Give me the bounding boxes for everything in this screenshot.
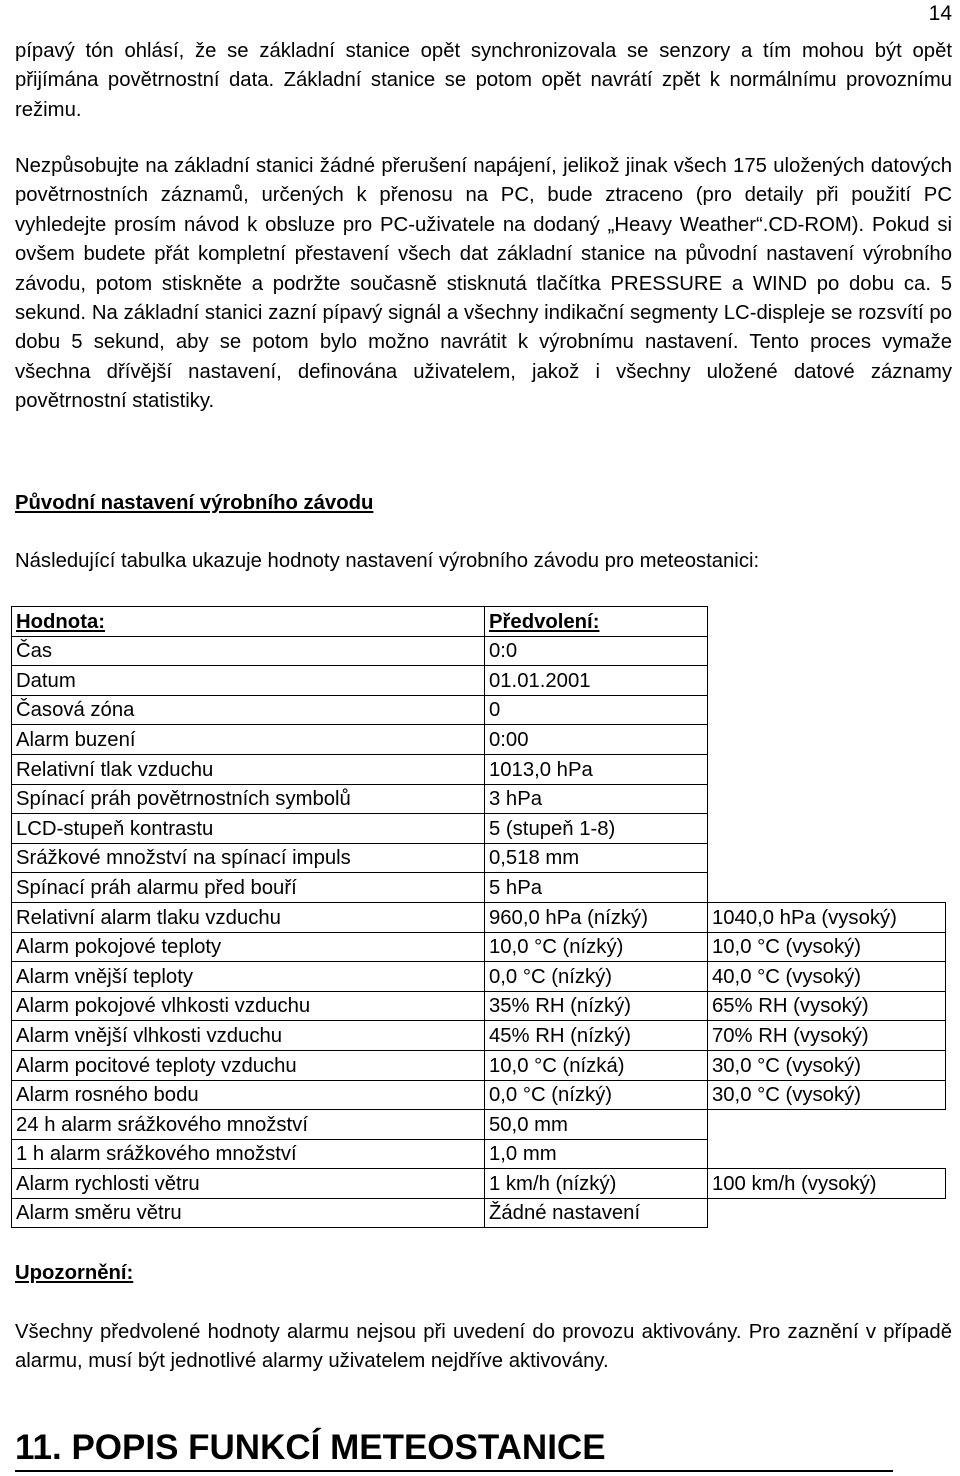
table-row bbox=[12, 991, 946, 1021]
setting-value: 0,0 °C (nízký) bbox=[485, 962, 708, 992]
table-body bbox=[12, 636, 946, 1228]
setting-value-high bbox=[708, 1139, 946, 1169]
setting-label: Čas bbox=[12, 636, 485, 666]
setting-label: Alarm rychlosti větru bbox=[12, 1169, 485, 1199]
setting-value-high: 100 km/h (vysoký) bbox=[708, 1169, 946, 1199]
factory-settings-heading: Původní nastavení výrobního závodu bbox=[15, 492, 374, 514]
table-row bbox=[12, 962, 946, 992]
setting-label: Alarm pocitové teploty vzduchu bbox=[12, 1050, 485, 1080]
section-title-rule bbox=[15, 1470, 893, 1472]
setting-value: 1013,0 hPa bbox=[485, 754, 708, 784]
setting-value-high bbox=[708, 814, 946, 844]
table-row bbox=[12, 1198, 946, 1228]
setting-value-high bbox=[708, 725, 946, 755]
table-row bbox=[12, 1139, 946, 1169]
table-row bbox=[12, 754, 946, 784]
intro-paragraph: pípavý tón ohlásí, že se základní stanice opět synchronizovala se senzory a tím mohou být opět přijímána povětrnostní data. Základní stanice se potom opět navrátí zpět k normálnímu provoznímu režimu. bbox=[15, 40, 952, 121]
setting-label: Alarm vnější vlhkosti vzduchu bbox=[12, 1021, 485, 1051]
setting-label: 24 h alarm srážkového množství bbox=[12, 1110, 485, 1140]
setting-label: LCD-stupeň kontrastu bbox=[12, 814, 485, 844]
setting-label: Alarm pokojové teploty bbox=[12, 932, 485, 962]
table-row bbox=[12, 666, 946, 696]
header-value: Hodnota: bbox=[12, 607, 485, 637]
setting-value-high bbox=[708, 695, 946, 725]
setting-label: Spínací práh alarmu před bouří bbox=[12, 873, 485, 903]
setting-label: Alarm vnější teploty bbox=[12, 962, 485, 992]
table-row bbox=[12, 932, 946, 962]
setting-value-high: 70% RH (vysoký) bbox=[708, 1021, 946, 1051]
warning-paragraph: Všechny předvolené hodnoty alarmu nejsou při uvedení do provozu aktivovány. Pro zaznění v případě alarmu, musí být jednotlivé alarmy uživatelem nejdříve aktivovány. bbox=[15, 1321, 952, 1373]
table-row bbox=[12, 695, 946, 725]
table-row bbox=[12, 902, 946, 932]
setting-value: 10,0 °C (nízký) bbox=[485, 932, 708, 962]
setting-value-high: 10,0 °C (vysoký) bbox=[708, 932, 946, 962]
setting-value: 01.01.2001 bbox=[485, 666, 708, 696]
table-row bbox=[12, 1110, 946, 1140]
table-header-row bbox=[12, 607, 946, 637]
setting-value: 3 hPa bbox=[485, 784, 708, 814]
setting-label: Alarm rosného bodu bbox=[12, 1080, 485, 1110]
setting-value-high bbox=[708, 873, 946, 903]
setting-value-high: 30,0 °C (vysoký) bbox=[708, 1080, 946, 1110]
setting-label: 1 h alarm srážkového množství bbox=[12, 1139, 485, 1169]
table-row bbox=[12, 725, 946, 755]
setting-value: 5 (stupeň 1-8) bbox=[485, 814, 708, 844]
setting-value-high: 30,0 °C (vysoký) bbox=[708, 1050, 946, 1080]
setting-label: Relativní alarm tlaku vzduchu bbox=[12, 902, 485, 932]
setting-value: 5 hPa bbox=[485, 873, 708, 903]
setting-value-high bbox=[708, 1198, 946, 1228]
setting-value: 0:0 bbox=[485, 636, 708, 666]
table-row bbox=[12, 1050, 946, 1080]
setting-value: 50,0 mm bbox=[485, 1110, 708, 1140]
table-row bbox=[12, 1021, 946, 1051]
header-empty bbox=[708, 607, 946, 637]
reset-paragraph: Nezpůsobujte na základní stanici žádné přerušení napájení, jelikož jinak všech 175 uložených datových povětrnostních záznamů, určených k přenosu na PC, bude ztraceno (pro detaily při použití PC vyhledejte prosím návod k obsluze pro PC-uživatele na dodaný „Heavy Weather“.CD-ROM). Pokud si ovšem budete přát kompletní přestavení všech dat základní stanice na původní nastavení výrobního závodu, potom stiskněte a podržte současně stisknutá tlačítka PRESSURE a WIND po dobu ca. 5 sekund. Na základní stanici zazní pípavý signál a všechny indikační segmenty LC-displeje se rozsvítí po dobu 5 sekund, aby se potom bylo možno navrátit k výrobnímu nastavení. Tento proces vymaže všechna dřívější nastavení, definována uživatelem, jakož i všechny uložené datové záznamy povětrnostní statistiky. bbox=[15, 155, 952, 413]
setting-label: Spínací práh povětrnostních symbolů bbox=[12, 784, 485, 814]
table-row bbox=[12, 1080, 946, 1110]
table-row bbox=[12, 1169, 946, 1199]
table-row bbox=[12, 784, 946, 814]
table-row bbox=[12, 814, 946, 844]
setting-value: 0,518 mm bbox=[485, 843, 708, 873]
setting-label: Alarm pokojové vlhkosti vzduchu bbox=[12, 991, 485, 1021]
setting-label: Srážkové množství na spínací impuls bbox=[12, 843, 485, 873]
warning-heading: Upozornění: bbox=[15, 1262, 134, 1284]
setting-value-high: 40,0 °C (vysoký) bbox=[708, 962, 946, 992]
setting-value-high: 65% RH (vysoký) bbox=[708, 991, 946, 1021]
setting-value: 0,0 °C (nízký) bbox=[485, 1080, 708, 1110]
page-number: 14 bbox=[928, 2, 952, 25]
setting-label: Časová zóna bbox=[12, 695, 485, 725]
factory-settings-table bbox=[11, 606, 946, 1228]
setting-value: 960,0 hPa (nízký) bbox=[485, 902, 708, 932]
setting-value-high bbox=[708, 636, 946, 666]
setting-value-high: 1040,0 hPa (vysoký) bbox=[708, 902, 946, 932]
setting-value: Žádné nastavení bbox=[485, 1198, 708, 1228]
table-row bbox=[12, 636, 946, 666]
setting-value-high bbox=[708, 1110, 946, 1140]
setting-label: Alarm buzení bbox=[12, 725, 485, 755]
setting-value-high bbox=[708, 666, 946, 696]
table-row bbox=[12, 843, 946, 873]
setting-value: 0 bbox=[485, 695, 708, 725]
setting-label: Alarm směru větru bbox=[12, 1198, 485, 1228]
setting-value-high bbox=[708, 843, 946, 873]
setting-label: Relativní tlak vzduchu bbox=[12, 754, 485, 784]
setting-label: Datum bbox=[12, 666, 485, 696]
header-default: Předvolení: bbox=[485, 607, 708, 637]
setting-value: 1,0 mm bbox=[485, 1139, 708, 1169]
section-title: 11. POPIS FUNKCÍ METEOSTANICE bbox=[15, 1428, 606, 1467]
setting-value: 10,0 °C (nízká) bbox=[485, 1050, 708, 1080]
table-intro: Následující tabulka ukazuje hodnoty nastavení výrobního závodu pro meteostanici: bbox=[15, 550, 760, 572]
setting-value-high bbox=[708, 754, 946, 784]
setting-value-high bbox=[708, 784, 946, 814]
setting-value: 35% RH (nízký) bbox=[485, 991, 708, 1021]
table-row bbox=[12, 873, 946, 903]
setting-value: 0:00 bbox=[485, 725, 708, 755]
setting-value: 45% RH (nízký) bbox=[485, 1021, 708, 1051]
setting-value: 1 km/h (nízký) bbox=[485, 1169, 708, 1199]
